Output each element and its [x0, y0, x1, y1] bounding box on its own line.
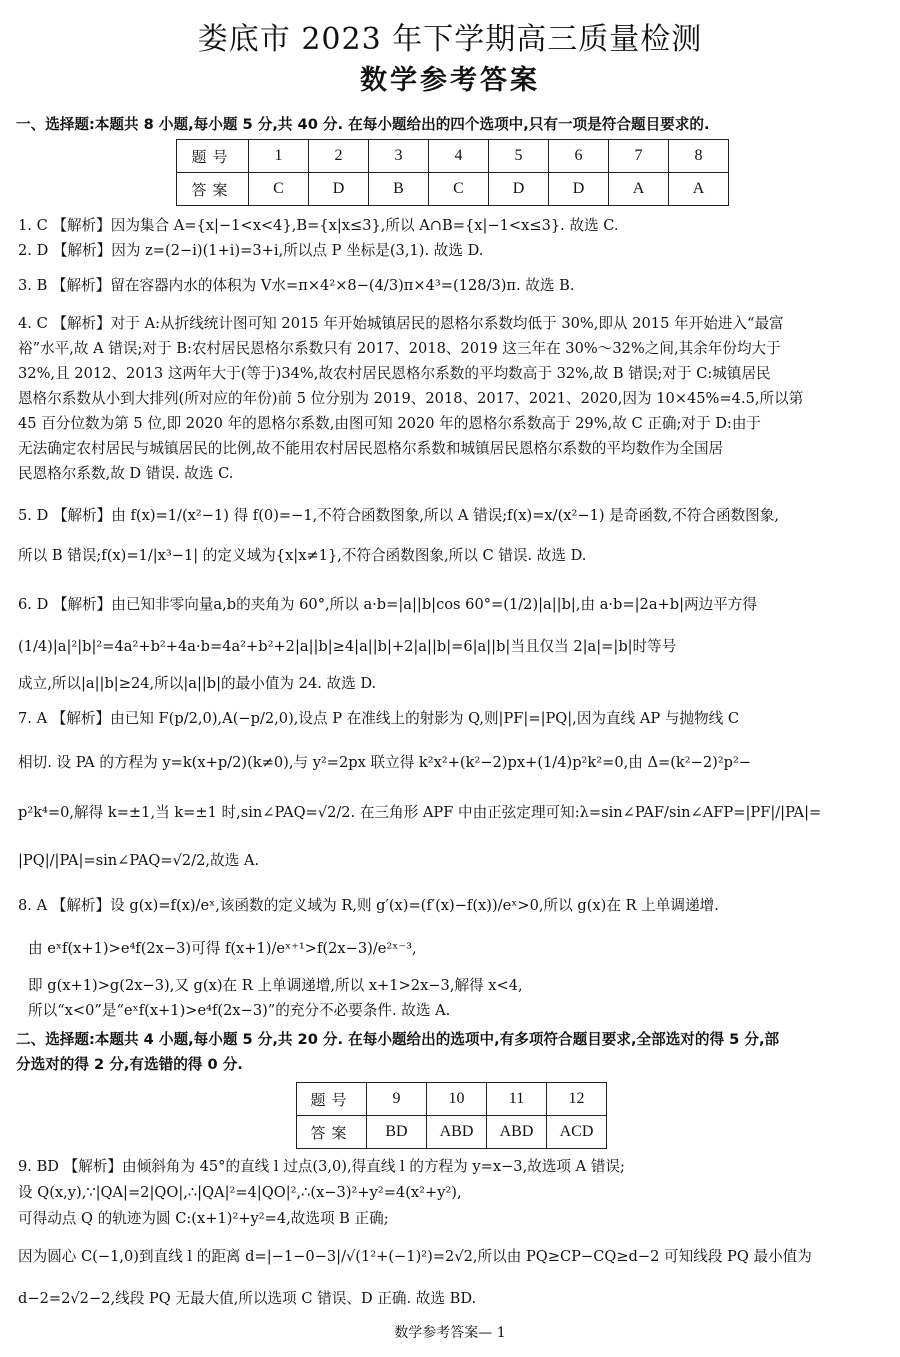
table-row: [297, 1116, 607, 1149]
table-cell: 5: [489, 140, 549, 173]
table-cell: A: [609, 173, 669, 206]
solution-line: d−2=2√2−2,线段 PQ 无最大值,所以选项 C 错误、D 正确. 故选 BD.: [18, 1290, 477, 1307]
solution-line: 无法确定农村居民与城镇居民的比例,故不能用农村居民恩格尔系数和城镇居民恩格尔系数的平均数作为全国居: [18, 440, 724, 457]
solution-line: 7. A 【解析】由已知 F(p/2,0),A(−p/2,0),设点 P 在准线上的射影为 Q,则|PF|=|PQ|,因为直线 AP 与抛物线 C: [18, 710, 740, 727]
solution-line: 所以 B 错误;f(x)=1/|x³−1| 的定义域为{x|x≠1},不符合函数图象,所以 C 错误. 故选 D.: [18, 547, 587, 564]
solution-line: 民恩格尔系数,故 D 错误. 故选 C.: [18, 465, 234, 482]
solution-line: 45 百分位数为第 5 位,即 2020 年的恩格尔系数,由图可知 2020 年的恩格尔系数高于 29%,故 C 正确;对于 D:由于: [18, 415, 762, 432]
solution-line: 4. C 【解析】对于 A:从折线统计图可知 2015 年开始城镇居民的恩格尔系数均低于 30%,即从 2015 年开始进入“最富: [18, 315, 784, 332]
solution-line: 即 g(x+1)>g(2x−3),又 g(x)在 R 上单调递增,所以 x+1>2x−3,解得 x<4,: [28, 977, 523, 994]
table-cell: ABD: [487, 1116, 547, 1149]
table-cell: 6: [549, 140, 609, 173]
answer-table-1: [176, 139, 729, 206]
solution-line: 可得动点 Q 的轨迹为圆 C:(x+1)²+y²=4,故选项 B 正确;: [18, 1210, 389, 1227]
table-row: [177, 173, 729, 206]
solution-line: 成立,所以|a||b|≥24,所以|a||b|的最小值为 24. 故选 D.: [18, 675, 377, 692]
solution-line: 因为圆心 C(−1,0)到直线 l 的距离 d=|−1−0−3|/√(1²+(−1)²)=2√2,所以由 PQ≥CP−CQ≥d−2 可知线段 PQ 最小值为: [18, 1248, 812, 1265]
table-cell: 12: [547, 1083, 607, 1116]
solution-line: 相切. 设 PA 的方程为 y=k(x+p/2)(k≠0),与 y²=2px 联立得 k²x²+(k²−2)px+(1/4)p²k²=0,由 Δ=(k²−2)²p²−: [18, 754, 752, 771]
table-header-cell: 答案: [297, 1116, 367, 1149]
solution-line: 所以“x<0”是“eˣf(x+1)>e⁴f(2x−3)”的充分不必要条件. 故选 A.: [28, 1002, 451, 1019]
table-cell: B: [369, 173, 429, 206]
solution-line: 设 Q(x,y),∵|QA|=2|QO|,∴|QA|²=4|QO|²,∴(x−3)²+y²=4(x²+y²),: [18, 1184, 462, 1201]
section2-heading-line1: 二、选择题:本题共 4 小题,每小题 5 分,共 20 分. 在每小题给出的选项中,有多项符合题目要求,全部选对的得 5 分,部: [16, 1031, 780, 1048]
table-cell: D: [309, 173, 369, 206]
table-cell: 4: [429, 140, 489, 173]
table-cell: C: [429, 173, 489, 206]
table-header-cell: 题号: [297, 1083, 367, 1116]
table-cell: 10: [427, 1083, 487, 1116]
document-title: 娄底市 2023 年下学期高三质量检测: [197, 22, 703, 57]
table-cell: ACD: [547, 1116, 607, 1149]
table-cell: ABD: [427, 1116, 487, 1149]
solution-line: 8. A 【解析】设 g(x)=f(x)/eˣ,该函数的定义域为 R,则 g′(x)=(f′(x)−f(x))/eˣ>0,所以 g(x)在 R 上单调递增.: [18, 897, 719, 914]
page-footer: 数学参考答案— 1: [394, 1325, 506, 1341]
section1-heading: 一、选择题:本题共 8 小题,每小题 5 分,共 40 分. 在每小题给出的四个选项中,只有一项是符合题目要求的.: [16, 116, 710, 133]
solution-line: 1. C 【解析】因为集合 A={x|−1<x<4},B={x|x≤3},所以 A∩B={x|−1<x≤3}. 故选 C.: [18, 217, 619, 234]
table-cell: D: [549, 173, 609, 206]
solution-line: 32%,且 2012、2013 这两年大于(等于)34%,故农村居民恩格尔系数的平均数高于 32%,故 B 错误;对于 C:城镇居民: [18, 365, 771, 382]
table-cell: 2: [309, 140, 369, 173]
table-cell: 3: [369, 140, 429, 173]
table-cell: C: [249, 173, 309, 206]
table-row: [297, 1083, 607, 1116]
table-cell: D: [489, 173, 549, 206]
table-cell: 7: [609, 140, 669, 173]
table-cell: 11: [487, 1083, 547, 1116]
table-header-cell: 题号: [177, 140, 249, 173]
solution-line: 恩格尔系数从小到大排列(所对应的年份)前 5 位分别为 2019、2018、2017、2021、2020,因为 10×45%=4.5,所以第: [18, 390, 804, 407]
solution-line: 2. D 【解析】因为 z=(2−i)(1+i)=3+i,所以点 P 坐标是(3,1). 故选 D.: [18, 242, 484, 259]
table-cell: 8: [669, 140, 729, 173]
solution-line: 裕”水平,故 A 错误;对于 B:农村居民恩格尔系数只有 2017、2018、2019 这三年在 30%～32%之间,其余年份均大于: [18, 340, 781, 357]
solution-line: 6. D 【解析】由已知非零向量a,b的夹角为 60°,所以 a·b=|a||b|cos 60°=(1/2)|a||b|,由 a·b=|2a+b|两边平方得: [18, 596, 757, 613]
table-cell: 9: [367, 1083, 427, 1116]
document-subtitle: 数学参考答案: [360, 65, 540, 96]
section2-heading-line2: 分选对的得 2 分,有选错的得 0 分.: [16, 1056, 243, 1073]
solution-line: 由 eˣf(x+1)>e⁴f(2x−3)可得 f(x+1)/eˣ⁺¹>f(2x−3)/e²ˣ⁻³,: [28, 940, 417, 957]
solution-line: p²k⁴=0,解得 k=±1,当 k=±1 时,sin∠PAQ=√2/2. 在三角形 APF 中由正弦定理可知:λ=sin∠PAF/sin∠AFP=|PF|/|PA|=: [18, 804, 822, 821]
solution-line: 9. BD 【解析】由倾斜角为 45°的直线 l 过点(3,0),得直线 l 的方程为 y=x−3,故选项 A 错误;: [18, 1158, 625, 1175]
solution-line: 3. B 【解析】留在容器内水的体积为 V水=π×4²×8−(4/3)π×4³=(128/3)π. 故选 B.: [18, 277, 575, 294]
table-cell: 1: [249, 140, 309, 173]
table-cell: A: [669, 173, 729, 206]
table-row: [177, 140, 729, 173]
table-cell: BD: [367, 1116, 427, 1149]
solution-line: 5. D 【解析】由 f(x)=1/(x²−1) 得 f(0)=−1,不符合函数图象,所以 A 错误;f(x)=x/(x²−1) 是奇函数,不符合函数图象,: [18, 507, 779, 524]
table-header-cell: 答案: [177, 173, 249, 206]
answer-table-2: [296, 1082, 607, 1149]
solution-line: |PQ|/|PA|=sin∠PAQ=√2/2,故选 A.: [18, 852, 260, 869]
solution-line: (1/4)|a|²|b|²=4a²+b²+4a·b=4a²+b²+2|a||b|≥4|a||b|+2|a||b|=6|a||b|当且仅当 2|a|=|b|时等号: [18, 638, 677, 655]
